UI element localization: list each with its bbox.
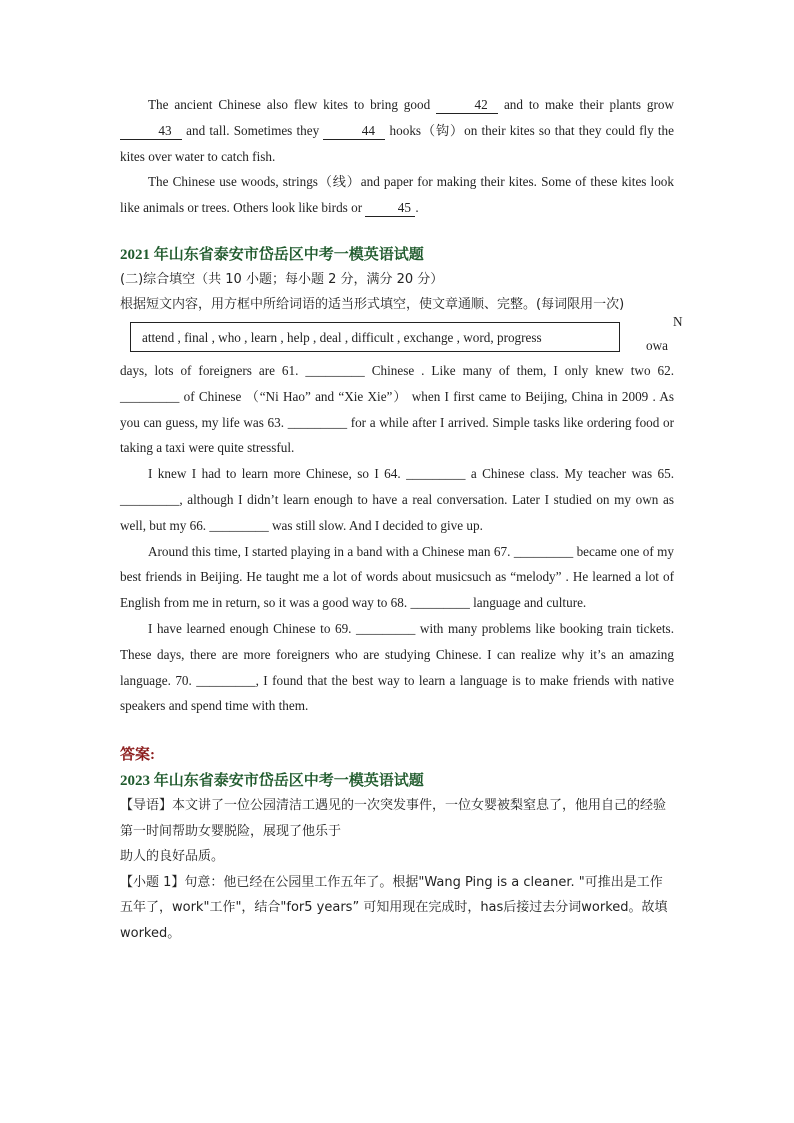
section2-paragraph-3: Around this time, I started playing in a band with a Chinese man 67. _________ became one of my best friends in Beijing. He taught me a lot of words about musicsuch as “melody” . He learned a lot of English from me in return, so it was a good way to 68. _________ language and culture. bbox=[120, 543, 674, 611]
section2-paragraph-2: I knew I had to learn more Chinese, so I 64. _________ a Chinese class. My teacher was 65. _________, although I didn’t learn enough to have a real conversation. Later I studied on my own as well, but my 66. _________ was still slow. And I decided to give up. bbox=[120, 466, 674, 533]
section2-paragraph-1: days, lots of foreigners are 61. _________ Chinese . Like many of them, I only knew two 62. _________ of Chinese （“Ni Hao” and “Xie Xie”） when I first came to Beijing, China in 2009 . As you can guess, my life was 63. _________ for a while after I arrived. Simple tasks like ordering food or taking a taxi were quite stressful. bbox=[120, 362, 674, 456]
document-page bbox=[120, 92, 683, 946]
blank-44: 44 bbox=[323, 123, 385, 140]
answer-label: 答案: bbox=[120, 747, 155, 764]
word-box: attend , final , who , learn , help , deal , difficult , exchange , word, progress bbox=[130, 322, 620, 352]
section2-subtitle: (二)综合填空（共 10 小题；每小题 2 分，满分 20 分） bbox=[120, 271, 444, 287]
answers-title: 2023 年山东省泰安市岱岳区中考一模英语试题 bbox=[120, 773, 424, 790]
answers-guide: 【导语】本文讲了一位公园清洁工遇见的一次突发事件，一位女婴被梨窒息了，他用自己的经验第一时间帮助女婴脱险，展现了他乐于 助人的良好品质。 bbox=[120, 798, 667, 865]
passage1-paragraph-2: The Chinese use woods, strings（线）and paper for making their kites. Some of these kites look like animals or trees. Others look like birds or 45 . bbox=[120, 174, 674, 216]
passage1-paragraph-1: The ancient Chinese also flew kites to bring good 42 and to make their plants grow 43 and tall. Sometimes they 44 hooks（钩）on their kites so that they could fly the kites over water to catch fish. bbox=[120, 97, 674, 164]
section2-instruction: 根据短文内容，用方框中所给词语的适当形式填空，使文章通顺、完整。(每词限用一次) bbox=[120, 297, 625, 313]
section2-paragraph-4: I have learned enough Chinese to 69. _________ with many problems like booking train tickets. These days, there are more foreigners who are studying Chinese. I can realize why it’s an amazing language. 70. _________, I found that the best way to learn a language is to make friends with native speakers and spend time with them. bbox=[120, 620, 674, 714]
blank-42: 42 bbox=[436, 97, 498, 114]
edge-fragment-n: N bbox=[673, 313, 683, 329]
answers-question-1: 【小题 1】句意：他已经在公园里工作五年了。根据"Wang Ping is a cleaner. "可推出是工作五年了，work"工作"，结合"for5 years” 可知用现在完成时，has后接过去分词worked。故填worked。 bbox=[120, 874, 668, 941]
blank-45: 45 bbox=[365, 200, 415, 217]
section2-title: 2021 年山东省泰安市岱岳区中考一模英语试题 bbox=[120, 246, 424, 263]
edge-fragment-owa: owa bbox=[646, 337, 668, 353]
word-box-row bbox=[120, 313, 683, 366]
blank-43: 43 bbox=[120, 123, 182, 140]
